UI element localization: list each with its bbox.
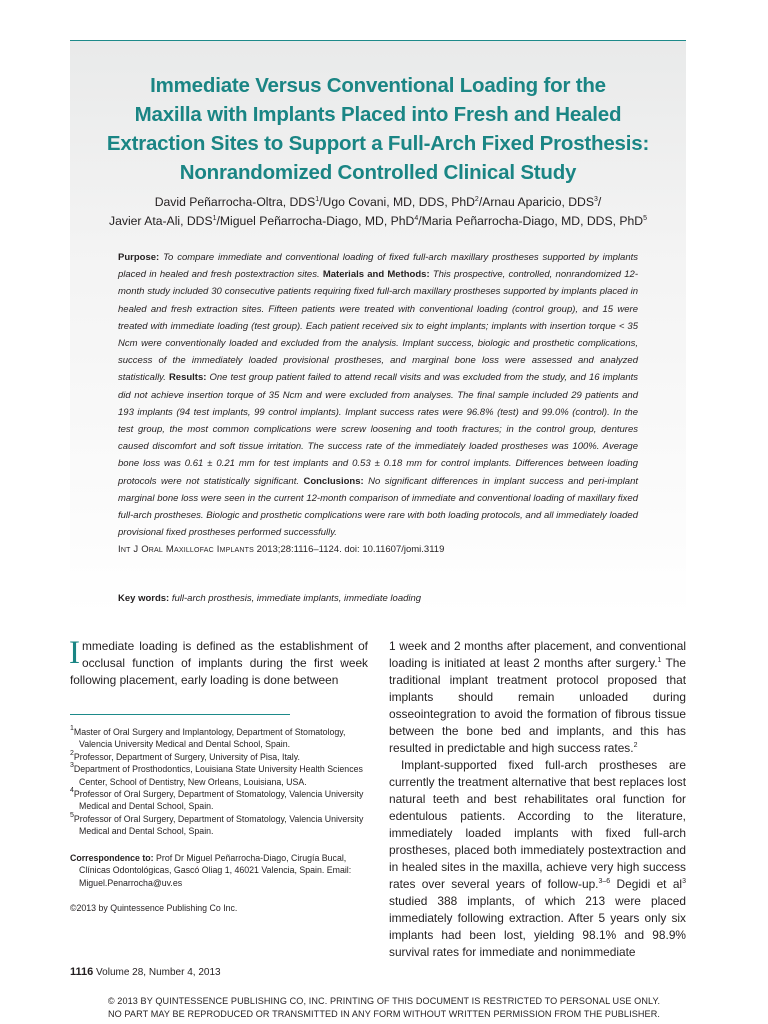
purpose-label: Purpose:	[118, 252, 160, 263]
title-line: Extraction Sites to Support a Full-Arch Fixed Prosthesis:	[106, 132, 650, 155]
copyright-note: ©2013 by Quintessence Publishing Co Inc.	[70, 903, 238, 914]
author-name: /Miguel Peñarrocha-Diago, MD, PhD	[216, 214, 415, 228]
citation-marker: 1	[657, 657, 662, 664]
affiliation-marker: 1	[315, 196, 320, 203]
methods-text: This prospective, controlled, nonrandomized 12-month study included 30 consecutive patients requiring fixed full-arch maxillary prostheses supported by implants placed in healed and fresh extraction sites. Fifteen patients were treated with conventional loading (control group), and 15 were treated with immediate loading (test group). Each patient received six to eight implants; implants with insertion torque < 35 Ncm were conventionally loaded and excluded from the analysis. Implant success, biologic and prosthetic complications, success of the immediately loaded provisional prostheses, and marginal bone loss were assessed and analyzed statistically.	[118, 269, 638, 384]
footnotes	[70, 726, 370, 914]
body-column-right	[389, 638, 686, 961]
affiliation-note	[70, 749, 370, 763]
issue-info: Volume 28, Number 4, 2013	[93, 967, 221, 978]
author-name: /Ugo Covani, MD, DDS, PhD	[319, 195, 475, 209]
body-text: Implant-supported fixed full-arch prostheses are currently the treatment alternative that best replaces lost natural teeth and best rehabilitates oral function for edentulous patients. According to the literature, immediately loaded implants with fixed full-arch prostheses, placed both immediately postextraction and in healed sites in the maxilla, achieve very high success rates over several years of follow-up.	[389, 758, 686, 891]
page-number: 1116	[70, 966, 94, 978]
author-line	[70, 193, 686, 212]
conclusions-label: Conclusions:	[303, 475, 364, 487]
affiliation-text: Master of Oral Surgery and Implantology, Department of Stomatology, Valencia University Medical and Dental School, Spain.	[73, 727, 346, 750]
author-list	[70, 193, 686, 231]
affiliation-marker: 2	[474, 196, 479, 203]
keywords-text: full-arch prosthesis, immediate implants, immediate loading	[169, 593, 422, 604]
author-line	[70, 212, 686, 231]
conclusions-text: No significant differences in implant success and peri-implant marginal bone loss were seen in the current 12-month comparison of immediate and conventional loading of maxillary fixed full-arch prostheses. Biologic and prosthetic complications were rare with both loading protocols, and all immediately loaded provisional fixed prostheses performed successfully.	[118, 475, 638, 539]
affiliation-text: Professor of Oral Surgery, Department of Stomatology, Valencia University Medical and Dental School, Spain.	[73, 789, 364, 812]
affiliation-note	[70, 725, 370, 751]
affiliation-note	[70, 811, 370, 838]
citation-marker: 3–6	[598, 878, 611, 885]
affiliation-number: 3	[70, 762, 74, 770]
correspondence-text: Prof Dr Miguel Peñarrocha-Diago, Cirugía Bucal, Clínicas Odontológicas, Gascó Oliag 1, 46021 Valencia, Spain. Email: Miguel.Penarrocha@uv.es	[79, 852, 352, 889]
body-text: The traditional implant treatment protocol proposed that implants should remain unloaded during osseointegration to avoid the formation of fibrous tissue between the bone bed and implants, and this has resulted in predictable and high success rates.	[389, 656, 686, 755]
results-label: Results:	[168, 372, 207, 384]
affiliation-marker: 4	[414, 215, 419, 222]
author-separator: /	[597, 195, 602, 209]
body-text: studied 388 implants, of which 213 were placed immediately following extraction. After 5 years only six implants had been lost, yielding 98.1% and 98.9% survival rates for immediate and nonimmediate	[389, 894, 686, 959]
citation-marker: 2	[633, 742, 638, 749]
correspondence-note	[70, 852, 370, 890]
affiliation-note	[70, 762, 370, 788]
affiliation-marker: 1	[212, 215, 217, 222]
methods-label: Materials and Methods:	[322, 269, 430, 281]
legal-line: NO PART MAY BE REPRODUCED OR TRANSMITTED IN ANY FORM WITHOUT WRITTEN PERMISSION FROM THE PUBLISHER.	[107, 1009, 661, 1019]
body-text: mmediate loading is defined as the establishment of occlusal function of implants during the first week following placement, early loading is done between	[70, 639, 368, 687]
affiliation-marker: 5	[643, 215, 647, 222]
author-name: Javier Ata-Ali, DDS	[108, 214, 213, 228]
author-name: David Peñarrocha-Oltra, DDS	[154, 195, 316, 209]
affiliation-number: 1	[70, 725, 74, 732]
affiliation-text: Department of Prosthodontics, Louisiana State University Health Sciences Center, School of Dentistry, New Orleans, Louisiana, USA.	[73, 764, 363, 787]
body-paragraph	[389, 757, 686, 961]
affiliation-number: 5	[70, 811, 74, 819]
legal-line: © 2013 BY QUINTESSENCE PUBLISHING CO, INC. PRINTING OF THIS DOCUMENT IS RESTRICTED TO PERSONAL USE ONLY.	[107, 996, 661, 1006]
purpose-text: To compare immediate and conventional loading of fixed full-arch maxillary prostheses supported by implants placed in healed and fresh postextraction sites.	[118, 252, 638, 281]
affiliation-marker: 3	[593, 196, 598, 203]
affiliation-note	[70, 787, 370, 813]
author-name: /Maria Peñarrocha-Diago, MD, DDS, PhD	[418, 214, 644, 228]
article-title	[70, 71, 686, 187]
title-line: Maxilla with Implants Placed into Fresh and Healed	[134, 103, 622, 126]
abstract	[118, 249, 638, 559]
body-text: Degidi et al	[610, 877, 683, 891]
keywords	[118, 592, 638, 606]
results-text: One test group patient failed to attend recall visits and was excluded from the study, and 16 implants did not achieve insertion torque of 35 Ncm and were excluded from analyses. The final sample included 29 patients and 193 implants (94 test implants, 99 control implants). Implant success rates were 96.8% (test) and 99.0% (control). In the test group, the most common complications were screw loosening and tooth fractures; in the control group, dentures caused discomfort and soft tissue irritation. The success rate of the immediately loaded prostheses was 100%. Average bone loss was 0.61 ± 0.21 mm for test implants and 0.53 ± 0.18 mm for control implants. Differences between loading protocols were not statistically significant.	[118, 372, 638, 487]
affiliation-text: Professor, Department of Surgery, University of Pisa, Italy.	[73, 751, 300, 762]
page-footer	[70, 966, 221, 978]
body-text: 1 week and 2 months after placement, and conventional loading is initiated at least 2 months after surgery.	[389, 639, 686, 670]
body-paragraph	[389, 638, 686, 757]
journal-name: Int J Oral Maxillofac Implants	[118, 544, 255, 556]
affiliation-number: 2	[70, 749, 74, 757]
journal-reference: 2013;28:1116–1124. doi: 10.11607/jomi.3119	[254, 544, 445, 556]
footnote-rule	[70, 714, 290, 715]
correspondence-label: Correspondence to:	[70, 852, 154, 863]
keywords-label: Key words:	[118, 593, 170, 604]
author-name: /Arnau Aparicio, DDS	[478, 195, 594, 209]
drop-cap: I	[69, 635, 80, 671]
legal-notice	[0, 995, 768, 1021]
title-line: Nonrandomized Controlled Clinical Study	[179, 161, 577, 184]
affiliation-text: Professor of Oral Surgery, Department of Stomatology, Valencia University Medical and Dental School, Spain.	[73, 813, 364, 837]
citation-marker: 3	[682, 878, 686, 885]
affiliation-number: 4	[70, 787, 74, 795]
title-line: Immediate Versus Conventional Loading for the	[150, 74, 606, 97]
body-column-left	[69, 635, 368, 689]
